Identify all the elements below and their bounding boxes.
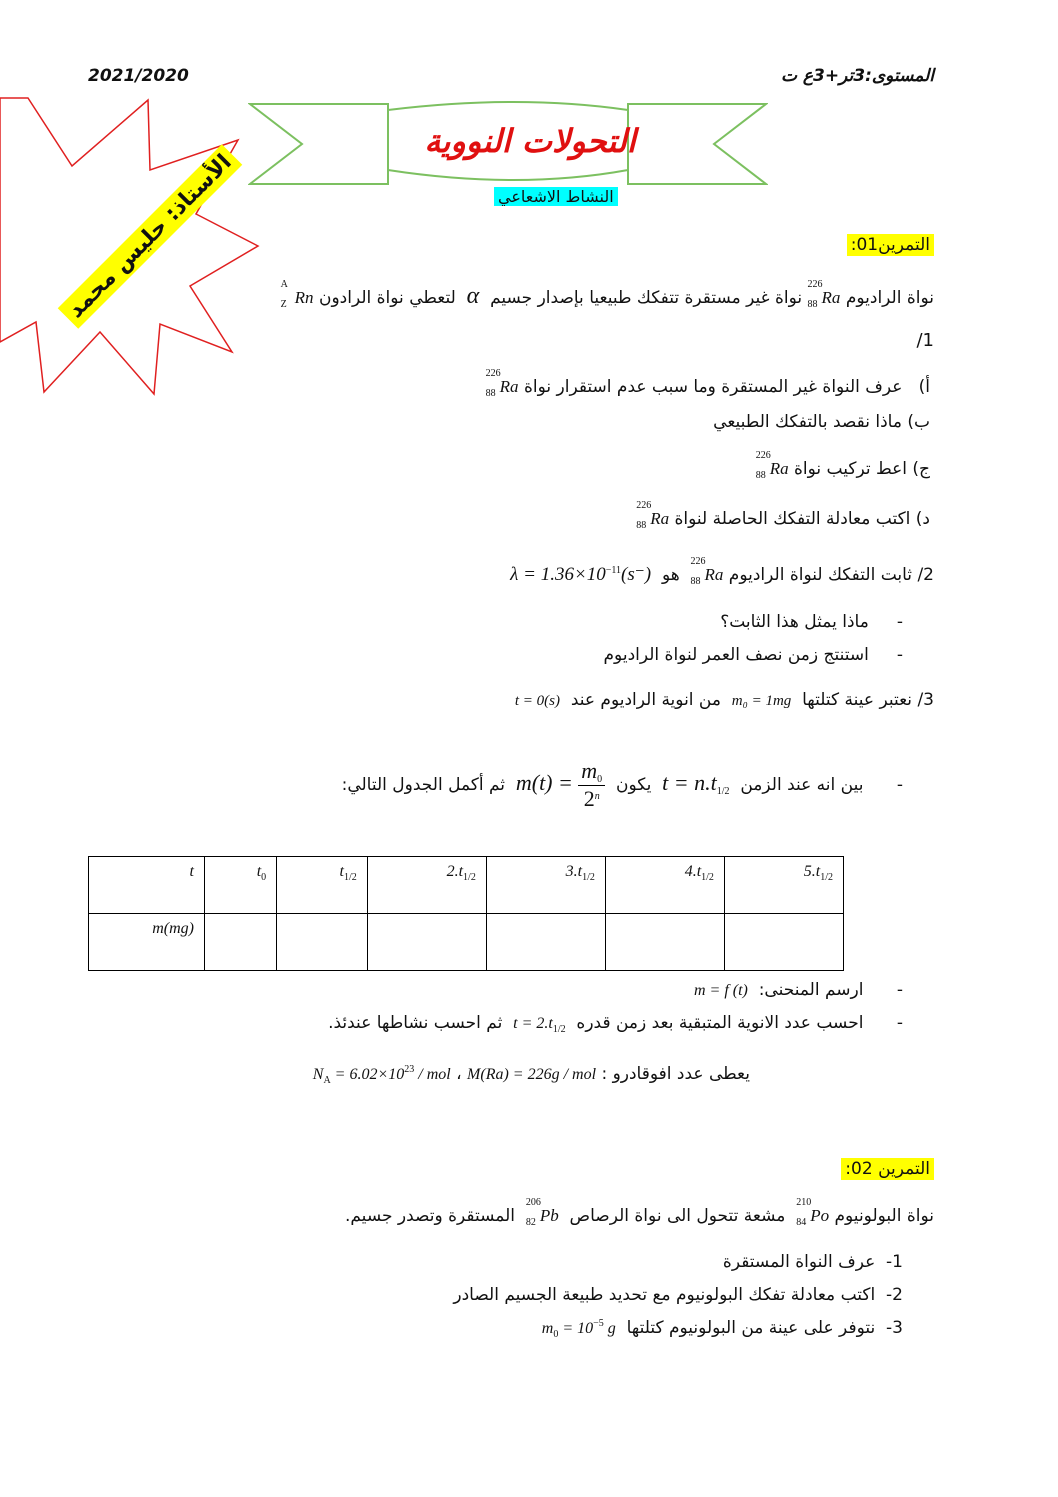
exercise2-intro: نواة البولونيوم 210 84 Po مشعة تتحول الى نواة الرصاص 206 82 Pb المستقرة وتصدر جسيم. (344, 1197, 934, 1228)
school-year: 2021/2020 (88, 66, 189, 86)
question3c: - احسب عدد الانوية المتبقية بعد زمن قدره $t = 2.t_{1/2}$ ثم احسب نشاطها عندئذ. (328, 1013, 903, 1035)
question3b: - ارسم المنحنى: m = f (t) (693, 980, 903, 1000)
exercise1-intro: نواة الراديوم 226 88 Ra نواة غير مستقرة تتفكك طبيعيا بإصدار جسيم α لتعطي نواة الرادون A Z Rn (280, 279, 934, 310)
table-cell: $2.t_{1/2}$ (367, 857, 486, 914)
table-row-mass (89, 914, 844, 971)
table-cell-empty (486, 914, 605, 971)
level-label: المستوى:3تر+3ع ت (780, 66, 934, 86)
table-cell: $t_{1/2}$ (277, 857, 368, 914)
question1-number: /1 (916, 330, 934, 351)
question2b: -استنتج زمن نصف العمر لنواة الراديوم (603, 645, 903, 665)
exercise2-item-1: 1- عرف النواة المستقرة (722, 1252, 903, 1272)
page-title: التحولات النووية (424, 122, 636, 160)
table-header-mass: m(mg) (89, 914, 205, 971)
question3: 3/ نعتبر عينة كتلتها m₀ = 1mg من انوية الراديوم عند t = 0(s) (514, 690, 934, 710)
question2a: -ماذا يمثل هذا الثابت؟ (720, 612, 903, 632)
exercise2-item-3: 3- نتوفر على عينة من البولونيوم كتلتها $m_0 = 10^{-5}$ g (541, 1318, 903, 1340)
question1d: د) اكتب معادلة التفكك الحاصلة لنواة 226 88 Ra (636, 500, 930, 531)
table-cell: $4.t_{1/2}$ (605, 857, 724, 914)
table-cell-empty (277, 914, 368, 971)
mass-table (88, 856, 844, 971)
table-cell: $5.t_{1/2}$ (724, 857, 843, 914)
table-header-t: t (89, 857, 205, 914)
teacher-name: الأستاذ: حليس محمد (58, 144, 243, 329)
table-cell: $t_0$ (205, 857, 277, 914)
question1a: أ) عرف النواة غير المستقرة وما سبب عدم استقرار نواة 226 88 Ra (485, 368, 930, 399)
alpha-symbol: α (466, 283, 480, 309)
question1b: ب) ماذا نقصد بالتفكك الطبيعي (713, 412, 930, 432)
table-cell: $3.t_{1/2}$ (486, 857, 605, 914)
table-cell-empty (367, 914, 486, 971)
question3a: - بين انه عند الزمن $t = n.t_{1/2}$ يكون m(t) = $\frac{m_0}{2^n}$ ثم أكمل الجدول التالي: (341, 758, 903, 811)
table-cell-empty (205, 914, 277, 971)
table-cell-empty (724, 914, 843, 971)
question1c: ج) اعط تركيب نواة 226 88 Ra (755, 450, 930, 481)
table-row-time (89, 857, 844, 914)
table-cell-empty (605, 914, 724, 971)
question2: 2/ ثابت التفكك لنواة الراديوم 226 88 Ra هو $\lambda = 1.36\times 10^{-11}(s^-)$ (510, 556, 934, 587)
exercise2-label: التمرين 02: (841, 1158, 934, 1180)
exercise1-label: التمرين01: (847, 234, 934, 256)
given-constants: يعطى عدد افوقادرو : M(Ra) = 226g / mol ، $N_A = 6.02\times 10^{23}$ / mol (312, 1064, 750, 1086)
exercise2-item-2: 2- اكتب معادلة تفكك البولونيوم مع تحديد طبيعة الجسيم الصادر (453, 1285, 903, 1305)
page-subtitle: النشاط الاشعاعي (494, 187, 618, 206)
